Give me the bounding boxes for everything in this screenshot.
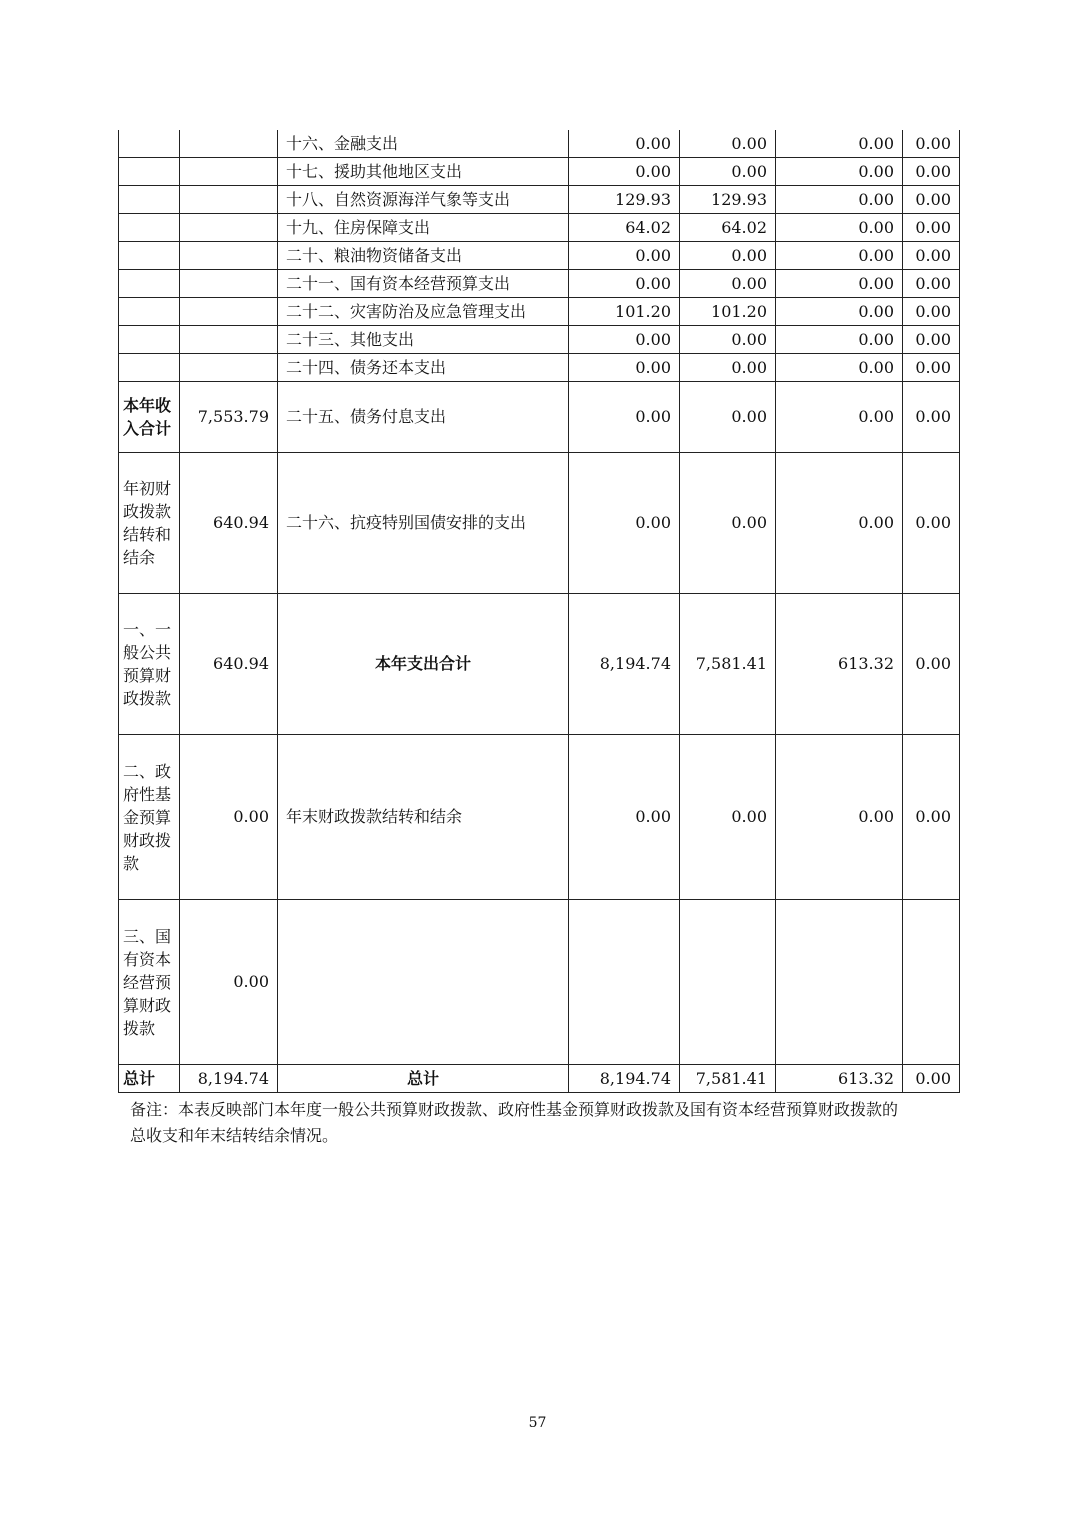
income-label-cell: 一、一般公共预算财政拨款 (119, 594, 180, 735)
total-cell: 0.00 (569, 453, 680, 594)
state-capital-cell: 0.00 (903, 270, 960, 298)
general-budget-cell: 7,581.41 (680, 594, 776, 735)
income-amount-cell (180, 158, 278, 186)
table-row (119, 186, 960, 214)
total-cell: 0.00 (569, 735, 680, 900)
gov-fund-cell (776, 900, 903, 1065)
income-label-cell (119, 130, 180, 158)
gov-fund-cell: 0.00 (776, 214, 903, 242)
table-row (119, 354, 960, 382)
general-budget-cell: 129.93 (680, 186, 776, 214)
income-label-cell (119, 186, 180, 214)
general-budget-cell: 0.00 (680, 354, 776, 382)
general-budget-cell: 0.00 (680, 158, 776, 186)
budget-table (118, 130, 960, 1093)
state-capital-cell: 0.00 (903, 186, 960, 214)
income-amount-cell: 0.00 (180, 735, 278, 900)
table-row (119, 298, 960, 326)
gov-fund-cell: 0.00 (776, 326, 903, 354)
expense-item-cell: 二十四、债务还本支出 (278, 354, 569, 382)
expense-item-cell (278, 900, 569, 1065)
total-cell: 0.00 (569, 158, 680, 186)
state-capital-cell (903, 900, 960, 1065)
gov-fund-cell: 0.00 (776, 130, 903, 158)
total-cell: 101.20 (569, 298, 680, 326)
table-row (119, 735, 960, 900)
income-amount-cell: 0.00 (180, 900, 278, 1065)
total-cell: 0.00 (569, 130, 680, 158)
total-cell: 0.00 (569, 326, 680, 354)
state-capital-cell: 0.00 (903, 1065, 960, 1093)
table-row (119, 214, 960, 242)
gov-fund-cell: 0.00 (776, 735, 903, 900)
gov-fund-cell: 613.32 (776, 594, 903, 735)
expense-item-cell: 总计 (278, 1065, 569, 1093)
table-row (119, 1065, 960, 1093)
income-label-cell (119, 242, 180, 270)
state-capital-cell: 0.00 (903, 130, 960, 158)
general-budget-cell: 0.00 (680, 453, 776, 594)
income-label-cell (119, 354, 180, 382)
general-budget-cell: 0.00 (680, 735, 776, 900)
gov-fund-cell: 0.00 (776, 298, 903, 326)
total-cell: 0.00 (569, 242, 680, 270)
expense-item-cell: 二十三、其他支出 (278, 326, 569, 354)
expense-item-cell: 十八、自然资源海洋气象等支出 (278, 186, 569, 214)
income-amount-cell (180, 130, 278, 158)
state-capital-cell: 0.00 (903, 214, 960, 242)
general-budget-cell: 101.20 (680, 298, 776, 326)
general-budget-cell: 0.00 (680, 382, 776, 453)
table-row (119, 158, 960, 186)
income-label-cell (119, 270, 180, 298)
income-amount-cell (180, 214, 278, 242)
total-cell: 0.00 (569, 382, 680, 453)
expense-item-cell: 二十五、债务付息支出 (278, 382, 569, 453)
state-capital-cell: 0.00 (903, 453, 960, 594)
state-capital-cell: 0.00 (903, 326, 960, 354)
general-budget-cell: 0.00 (680, 130, 776, 158)
general-budget-cell: 0.00 (680, 326, 776, 354)
total-cell: 129.93 (569, 186, 680, 214)
general-budget-cell: 0.00 (680, 242, 776, 270)
income-amount-cell (180, 242, 278, 270)
income-amount-cell: 7,553.79 (180, 382, 278, 453)
expense-item-cell: 二十二、灾害防治及应急管理支出 (278, 298, 569, 326)
table-row (119, 900, 960, 1065)
expense-item-cell: 二十、粮油物资储备支出 (278, 242, 569, 270)
income-amount-cell: 640.94 (180, 453, 278, 594)
income-label-cell: 二、政府性基金预算财政拨款 (119, 735, 180, 900)
state-capital-cell: 0.00 (903, 354, 960, 382)
income-label-cell (119, 158, 180, 186)
general-budget-cell: 64.02 (680, 214, 776, 242)
expense-item-cell: 年末财政拨款结转和结余 (278, 735, 569, 900)
expense-item-cell: 二十六、抗疫特别国债安排的支出 (278, 453, 569, 594)
income-amount-cell (180, 326, 278, 354)
income-label-cell (119, 214, 180, 242)
table-row (119, 270, 960, 298)
general-budget-cell: 7,581.41 (680, 1065, 776, 1093)
table-row (119, 130, 960, 158)
state-capital-cell: 0.00 (903, 594, 960, 735)
total-cell (569, 900, 680, 1065)
total-cell: 64.02 (569, 214, 680, 242)
state-capital-cell: 0.00 (903, 242, 960, 270)
expense-item-cell: 二十一、国有资本经营预算支出 (278, 270, 569, 298)
income-label-cell (119, 326, 180, 354)
income-amount-cell (180, 270, 278, 298)
income-amount-cell (180, 354, 278, 382)
state-capital-cell: 0.00 (903, 298, 960, 326)
state-capital-cell: 0.00 (903, 382, 960, 453)
income-amount-cell (180, 298, 278, 326)
gov-fund-cell: 0.00 (776, 453, 903, 594)
gov-fund-cell: 0.00 (776, 242, 903, 270)
total-cell: 8,194.74 (569, 1065, 680, 1093)
gov-fund-cell: 0.00 (776, 354, 903, 382)
income-label-cell: 年初财政拨款结转和结余 (119, 453, 180, 594)
total-cell: 8,194.74 (569, 594, 680, 735)
gov-fund-cell: 0.00 (776, 382, 903, 453)
total-cell: 0.00 (569, 270, 680, 298)
table-row (119, 326, 960, 354)
general-budget-cell (680, 900, 776, 1065)
table-footnote: 备注：本表反映部门本年度一般公共预算财政拨款、政府性基金预算财政拨款及国有资本经营预算财政拨款的总收支和年末结转结余情况。 (130, 1100, 899, 1145)
income-amount-cell: 8,194.74 (180, 1065, 278, 1093)
page-number: 57 (528, 1415, 547, 1431)
table-row (119, 594, 960, 735)
income-amount-cell (180, 186, 278, 214)
general-budget-cell: 0.00 (680, 270, 776, 298)
gov-fund-cell: 0.00 (776, 186, 903, 214)
income-label-cell (119, 298, 180, 326)
gov-fund-cell: 0.00 (776, 270, 903, 298)
income-amount-cell: 640.94 (180, 594, 278, 735)
income-label-cell: 本年收入合计 (119, 382, 180, 453)
gov-fund-cell: 0.00 (776, 158, 903, 186)
expense-item-cell: 十九、住房保障支出 (278, 214, 569, 242)
income-label-cell: 三、国有资本经营预算财政拨款 (119, 900, 180, 1065)
expense-item-cell: 十七、援助其他地区支出 (278, 158, 569, 186)
state-capital-cell: 0.00 (903, 158, 960, 186)
expense-item-cell: 十六、金融支出 (278, 130, 569, 158)
total-cell: 0.00 (569, 354, 680, 382)
state-capital-cell: 0.00 (903, 735, 960, 900)
table-row (119, 242, 960, 270)
income-label-cell: 总计 (119, 1065, 180, 1093)
gov-fund-cell: 613.32 (776, 1065, 903, 1093)
expense-item-cell: 本年支出合计 (278, 594, 569, 735)
table-row (119, 382, 960, 453)
table-row (119, 453, 960, 594)
